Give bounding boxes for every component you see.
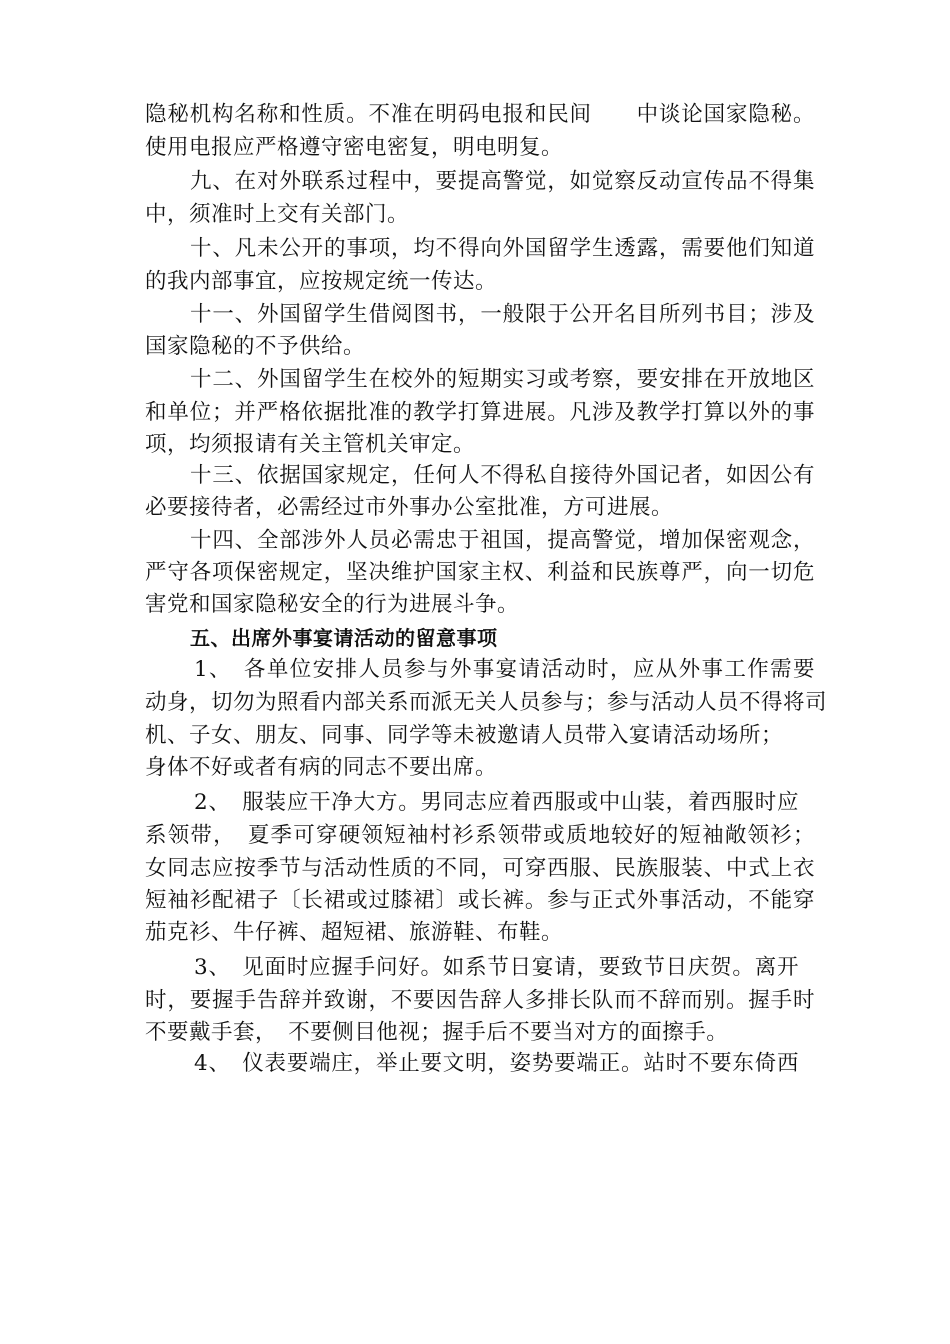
text-line: 4、 仪表要端庄，举止要文明，姿势要端正。站时不要东倚西 bbox=[194, 1051, 799, 1076]
text-line: 使用电报应严格遵守密电密复，明电明复。 bbox=[145, 135, 564, 160]
text-line: 隐秘机构名称和性质。不准在明码电报和民间 中谈论国家隐秘。 bbox=[145, 102, 815, 127]
text-line: 中，须准时上交有关部门。 bbox=[145, 202, 410, 227]
text-line: 1、 各单位安排人员参与外事宴请活动时，应从外事工作需要 bbox=[194, 657, 815, 682]
text-line: 2、 服装应干净大方。男同志应着西服或中山装，着西服时应 bbox=[194, 790, 799, 815]
text-line: 身体不好或者有病的同志不要出席。 bbox=[145, 755, 498, 780]
text-line: 十四、全部涉外人员必需忠于祖国，提高警觉，增加保密观念， bbox=[190, 528, 815, 553]
text-line: 十、凡未公开的事项，均不得向外国留学生透露，需要他们知道 bbox=[190, 236, 815, 261]
text-line: 国家隐秘的不予供给。 bbox=[145, 334, 366, 359]
text-line: 动身，切勿为照看内部关系而派无关人员参与；参与活动人员不得将司 bbox=[145, 690, 828, 715]
text-line: 严守各项保密规定，坚决维护国家主权、利益和民族尊严，向一切危 bbox=[145, 560, 815, 585]
text-line: 短袖衫配裙子〔长裙或过膝裙〕或长裤。参与正式外事活动，不能穿 bbox=[145, 888, 815, 913]
text-line: 和单位；并严格依据批准的教学打算进展。凡涉及教学打算以外的事 bbox=[145, 400, 815, 425]
text-line: 的我内部事宜，应按规定统一传达。 bbox=[145, 269, 498, 294]
text-line: 必要接待者，必需经过市外事办公室批准，方可进展。 bbox=[145, 495, 674, 520]
section-heading: 五、出席外事宴请活动的留意事项 bbox=[190, 626, 498, 650]
text-line: 十二、外国留学生在校外的短期实习或考察，要安排在开放地区 bbox=[190, 367, 815, 392]
text-line: 十三、依据国家规定，任何人不得私自接待外国记者，如因公有 bbox=[190, 463, 815, 488]
text-line: 女同志应按季节与活动性质的不同，可穿西服、民族服装、中式上衣 bbox=[145, 856, 815, 881]
text-line: 不要戴手套， 不要侧目他视；握手后不要当对方的面擦手。 bbox=[145, 1020, 729, 1045]
text-line: 茄克衫、牛仔裤、超短裙、旅游鞋、布鞋。 bbox=[145, 920, 564, 945]
text-line: 系领带， 夏季可穿硬领短袖村衫系领带或质地较好的短袖敞领衫； bbox=[145, 823, 815, 848]
text-line: 时，要握手告辞并致谢，不要因告辞人多排长队而不辞而别。握手时 bbox=[145, 988, 815, 1013]
text-line: 机、子女、朋友、同事、同学等未被邀请人员带入宴请活动场所； bbox=[145, 723, 784, 748]
text-line: 九、在对外联系过程中，要提高警觉，如觉察反动宣传品不得集 bbox=[190, 169, 815, 194]
text-line: 项，均须报请有关主管机关审定。 bbox=[145, 432, 476, 457]
text-line: 3、 见面时应握手问好。如系节日宴请，要致节日庆贺。离开 bbox=[194, 955, 799, 980]
text-line: 害党和国家隐秘安全的行为进展斗争。 bbox=[145, 592, 520, 617]
text-line: 十一、外国留学生借阅图书，一般限于公开名目所列书目；涉及 bbox=[190, 302, 815, 327]
